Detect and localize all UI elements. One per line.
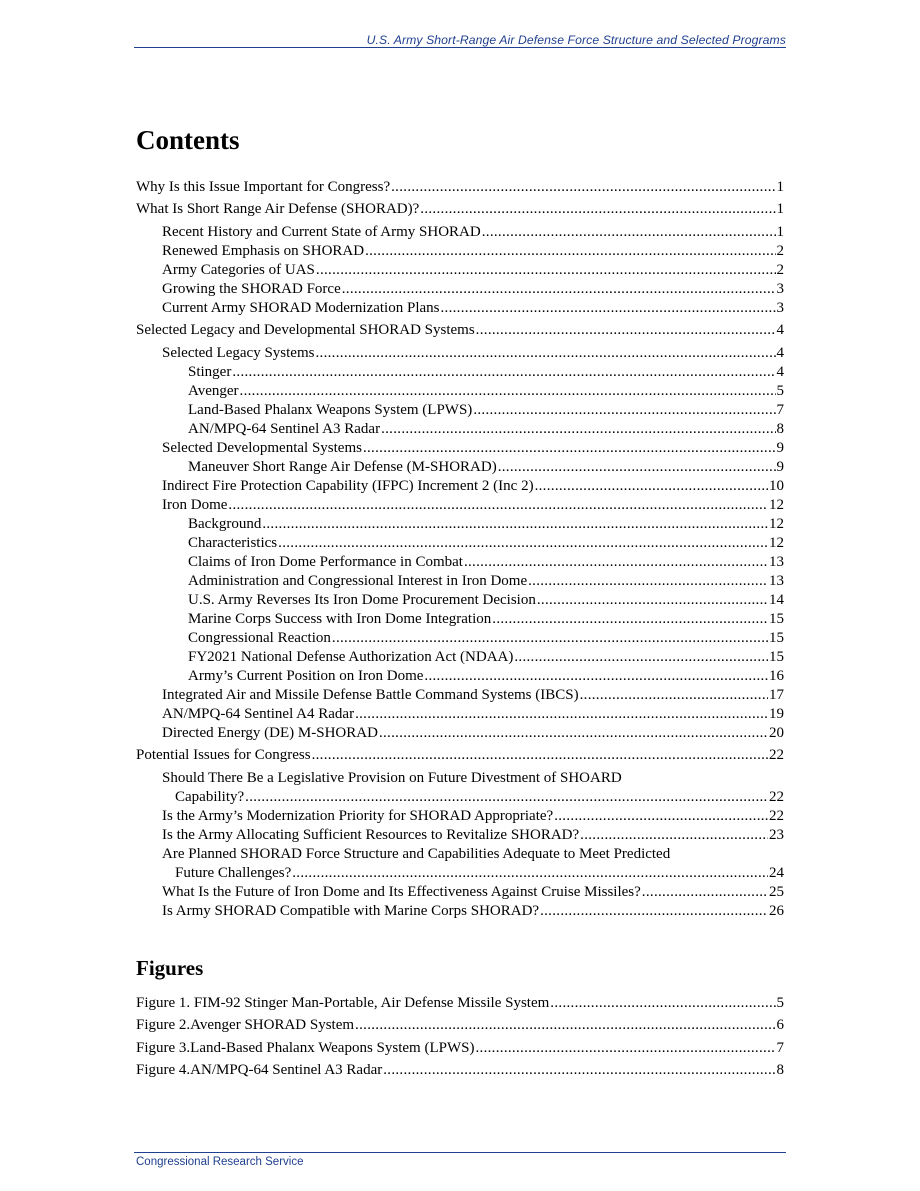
page-number: 25 (769, 883, 784, 900)
leader-dots (514, 648, 768, 667)
toc-entry[interactable] (136, 242, 784, 261)
page-number: 17 (769, 686, 784, 703)
toc-entry[interactable] (136, 299, 784, 318)
figure-entry-title: Figure 2.Avenger SHORAD System (136, 1017, 355, 1034)
page-number: 2 (776, 261, 784, 278)
page-number: 4 (776, 344, 784, 361)
leader-dots (580, 826, 768, 845)
figures-list (136, 990, 784, 1080)
toc-entry-title: Growing the SHORAD Force (162, 280, 341, 297)
figure-entry[interactable] (136, 1039, 784, 1058)
toc-entry[interactable] (136, 420, 784, 439)
leader-dots (292, 864, 768, 883)
page-number: 23 (769, 826, 784, 843)
leader-dots (473, 401, 775, 420)
leader-dots (424, 667, 768, 686)
figure-entry-title: Figure 3.Land-Based Phalanx Weapons System (LPWS) (136, 1039, 475, 1056)
leader-dots (535, 477, 768, 496)
toc-entry-title: Administration and Congressional Interest in Iron Dome (188, 572, 528, 589)
page-number: 15 (769, 648, 784, 665)
leader-dots (550, 994, 775, 1013)
leader-dots (482, 223, 776, 242)
page-number: 20 (769, 724, 784, 741)
toc-entry[interactable] (136, 439, 784, 458)
page-number: 6 (776, 1017, 784, 1034)
toc-entry-title: FY2021 National Defense Authorization Act (NDAA) (188, 648, 514, 665)
leader-dots (316, 261, 776, 280)
leader-dots (342, 280, 776, 299)
toc-entry-title-continued: Capability? (175, 788, 245, 805)
toc-entry-title: Characteristics (188, 534, 278, 551)
page-number: 16 (769, 667, 784, 684)
toc-entry[interactable] (136, 572, 784, 591)
leader-dots (332, 629, 768, 648)
leader-dots (537, 591, 768, 610)
page-number: 13 (769, 553, 784, 570)
contents-list (136, 174, 784, 921)
figure-entry[interactable] (136, 994, 784, 1013)
page-number: 24 (769, 864, 784, 881)
toc-entry[interactable] (136, 883, 784, 902)
leader-dots (381, 420, 775, 439)
page-number: 3 (776, 280, 784, 297)
page-number: 12 (769, 534, 784, 551)
toc-entry-title: Congressional Reaction (188, 629, 331, 646)
toc-entry[interactable] (136, 515, 784, 534)
toc-entry-title: Land-Based Phalanx Weapons System (LPWS) (188, 401, 473, 418)
page-number: 10 (769, 477, 784, 494)
toc-entry[interactable] (136, 610, 784, 629)
leader-dots (245, 788, 768, 807)
figure-entry[interactable] (136, 1061, 784, 1080)
toc-entry[interactable] (136, 667, 784, 686)
toc-entry[interactable] (136, 223, 784, 242)
page-number: 5 (776, 382, 784, 399)
toc-entry[interactable] (136, 401, 784, 420)
figure-entry-title: Figure 4.AN/MPQ-64 Sentinel A3 Radar (136, 1062, 383, 1079)
toc-entry[interactable] (136, 591, 784, 610)
page-number: 7 (776, 401, 784, 418)
toc-entry-title: Recent History and Current State of Army SHORAD (162, 223, 481, 240)
toc-entry[interactable] (136, 807, 784, 826)
leader-dots (554, 807, 768, 826)
toc-entry-title: Why Is this Issue Important for Congress? (136, 178, 391, 195)
page-number: 13 (769, 572, 784, 589)
toc-entry[interactable] (136, 826, 784, 845)
page-number: 2 (776, 242, 784, 259)
toc-entry[interactable] (136, 769, 784, 807)
toc-entry-title: Indirect Fire Protection Capability (IFPC) Increment 2 (Inc 2) (162, 477, 534, 494)
page-number: 19 (769, 705, 784, 722)
page-number: 22 (769, 747, 784, 763)
toc-entry-title: Maneuver Short Range Air Defense (M-SHORAD) (188, 458, 497, 475)
leader-dots (580, 686, 768, 705)
leader-dots (475, 1039, 775, 1058)
toc-entry[interactable] (136, 686, 784, 705)
toc-entry-title: Integrated Air and Missile Defense Battle Command Systems (IBCS) (162, 686, 579, 703)
toc-entry[interactable] (136, 344, 784, 363)
page-number: 22 (769, 788, 784, 805)
leader-dots (379, 724, 768, 743)
page-number: 7 (776, 1039, 784, 1056)
page-number: 12 (769, 496, 784, 513)
toc-entry-title: Background (188, 515, 262, 532)
toc-entry-title: Army Categories of UAS (162, 261, 315, 278)
toc-entry-title: Directed Energy (DE) M-SHORAD (162, 724, 378, 741)
page-number: 4 (776, 322, 784, 338)
leader-dots (498, 458, 776, 477)
toc-entry[interactable] (136, 629, 784, 648)
toc-entry-title: Iron Dome (162, 496, 228, 513)
page-number: 15 (769, 629, 784, 646)
page-number: 8 (776, 420, 784, 437)
toc-entry[interactable] (136, 746, 784, 765)
leader-dots (528, 572, 768, 591)
leader-dots (365, 242, 775, 261)
toc-entry-title: Potential Issues for Congress (136, 747, 311, 763)
page-number: 9 (776, 458, 784, 475)
leader-dots (492, 610, 768, 629)
toc-entry-title: Stinger (188, 363, 232, 380)
leader-dots (540, 902, 768, 921)
toc-entry[interactable] (136, 648, 784, 667)
page-number: 5 (776, 994, 784, 1011)
leader-dots (383, 1061, 775, 1080)
page-number: 22 (769, 807, 784, 824)
leader-dots (355, 1016, 775, 1035)
toc-entry[interactable] (136, 496, 784, 515)
toc-entry[interactable] (136, 705, 784, 724)
leader-dots (391, 178, 775, 197)
toc-entry-title: Selected Developmental Systems (162, 439, 362, 456)
toc-entry[interactable] (136, 363, 784, 382)
toc-entry-title: Claims of Iron Dome Performance in Combat (188, 553, 463, 570)
leader-dots (312, 746, 768, 765)
toc-entry[interactable] (136, 902, 784, 921)
toc-entry[interactable] (136, 178, 784, 197)
page-number: 1 (776, 201, 784, 217)
toc-entry[interactable] (136, 280, 784, 299)
toc-entry-title: U.S. Army Reverses Its Iron Dome Procurement Decision (188, 591, 536, 608)
toc-entry-title: Should There Be a Legislative Provision on Future Divestment of SHOARD (162, 769, 622, 786)
leader-dots (476, 321, 776, 340)
page-number: 12 (769, 515, 784, 532)
page-number: 26 (769, 902, 784, 919)
toc-entry[interactable] (136, 724, 784, 743)
toc-entry-title: Renewed Emphasis on SHORAD (162, 242, 365, 259)
leader-dots (642, 883, 768, 902)
leader-dots (240, 382, 776, 401)
page-number: 14 (769, 591, 784, 608)
figure-entry[interactable] (136, 1016, 784, 1035)
toc-entry[interactable] (136, 458, 784, 477)
leader-dots (355, 705, 768, 724)
leader-dots (262, 515, 768, 534)
toc-entry[interactable] (136, 382, 784, 401)
toc-entry-title: AN/MPQ-64 Sentinel A3 Radar (188, 420, 381, 437)
header-rule (134, 47, 786, 48)
footer-rule (134, 1152, 786, 1153)
toc-entry[interactable] (136, 200, 784, 219)
page-number: 9 (776, 439, 784, 456)
toc-entry-title: Is the Army’s Modernization Priority for SHORAD Appropriate? (162, 807, 554, 824)
page-number: 3 (776, 299, 784, 316)
toc-entry-title: Marine Corps Success with Iron Dome Integration (188, 610, 492, 627)
toc-entry-title: What Is the Future of Iron Dome and Its Effectiveness Against Cruise Missiles? (162, 883, 641, 900)
toc-entry-title: What Is Short Range Air Defense (SHORAD)? (136, 201, 420, 217)
toc-entry-title: Army’s Current Position on Iron Dome (188, 667, 424, 684)
toc-entry-title-continued: Future Challenges? (175, 864, 292, 881)
toc-entry-title: AN/MPQ-64 Sentinel A4 Radar (162, 705, 355, 722)
leader-dots (228, 496, 768, 515)
toc-entry-title: Is the Army Allocating Sufficient Resources to Revitalize SHORAD? (162, 826, 580, 843)
figure-entry-title: Figure 1. FIM-92 Stinger Man-Portable, Air Defense Missile System (136, 994, 550, 1011)
toc-entry[interactable] (136, 321, 784, 340)
toc-entry-title: Is Army SHORAD Compatible with Marine Corps SHORAD? (162, 902, 540, 919)
toc-entry-title: Avenger (188, 382, 239, 399)
page-number: 4 (776, 363, 784, 380)
leader-dots (440, 299, 775, 318)
leader-dots (315, 344, 775, 363)
toc-entry-title: Are Planned SHORAD Force Structure and Capabilities Adequate to Meet Predicted (162, 845, 671, 862)
toc-entry[interactable] (136, 553, 784, 572)
toc-entry[interactable] (136, 845, 784, 883)
contents-title: Contents (136, 125, 240, 155)
footer-text: Congressional Research Service (136, 1156, 304, 1168)
toc-entry-title: Current Army SHORAD Modernization Plans (162, 299, 440, 316)
leader-dots (278, 534, 768, 553)
leader-dots (420, 200, 775, 219)
leader-dots (363, 439, 776, 458)
figures-title: Figures (136, 956, 204, 980)
page-number: 8 (776, 1062, 784, 1079)
page-number: 1 (776, 223, 784, 240)
leader-dots (464, 553, 768, 572)
toc-entry[interactable] (136, 261, 784, 280)
leader-dots (232, 363, 775, 382)
toc-entry[interactable] (136, 534, 784, 553)
running-header: U.S. Army Short-Range Air Defense Force Structure and Selected Programs (366, 33, 786, 47)
page-number: 15 (769, 610, 784, 627)
toc-entry[interactable] (136, 477, 784, 496)
page-number: 1 (776, 178, 784, 195)
toc-entry-title: Selected Legacy and Developmental SHORAD Systems (136, 322, 475, 338)
toc-entry-title: Selected Legacy Systems (162, 344, 315, 361)
